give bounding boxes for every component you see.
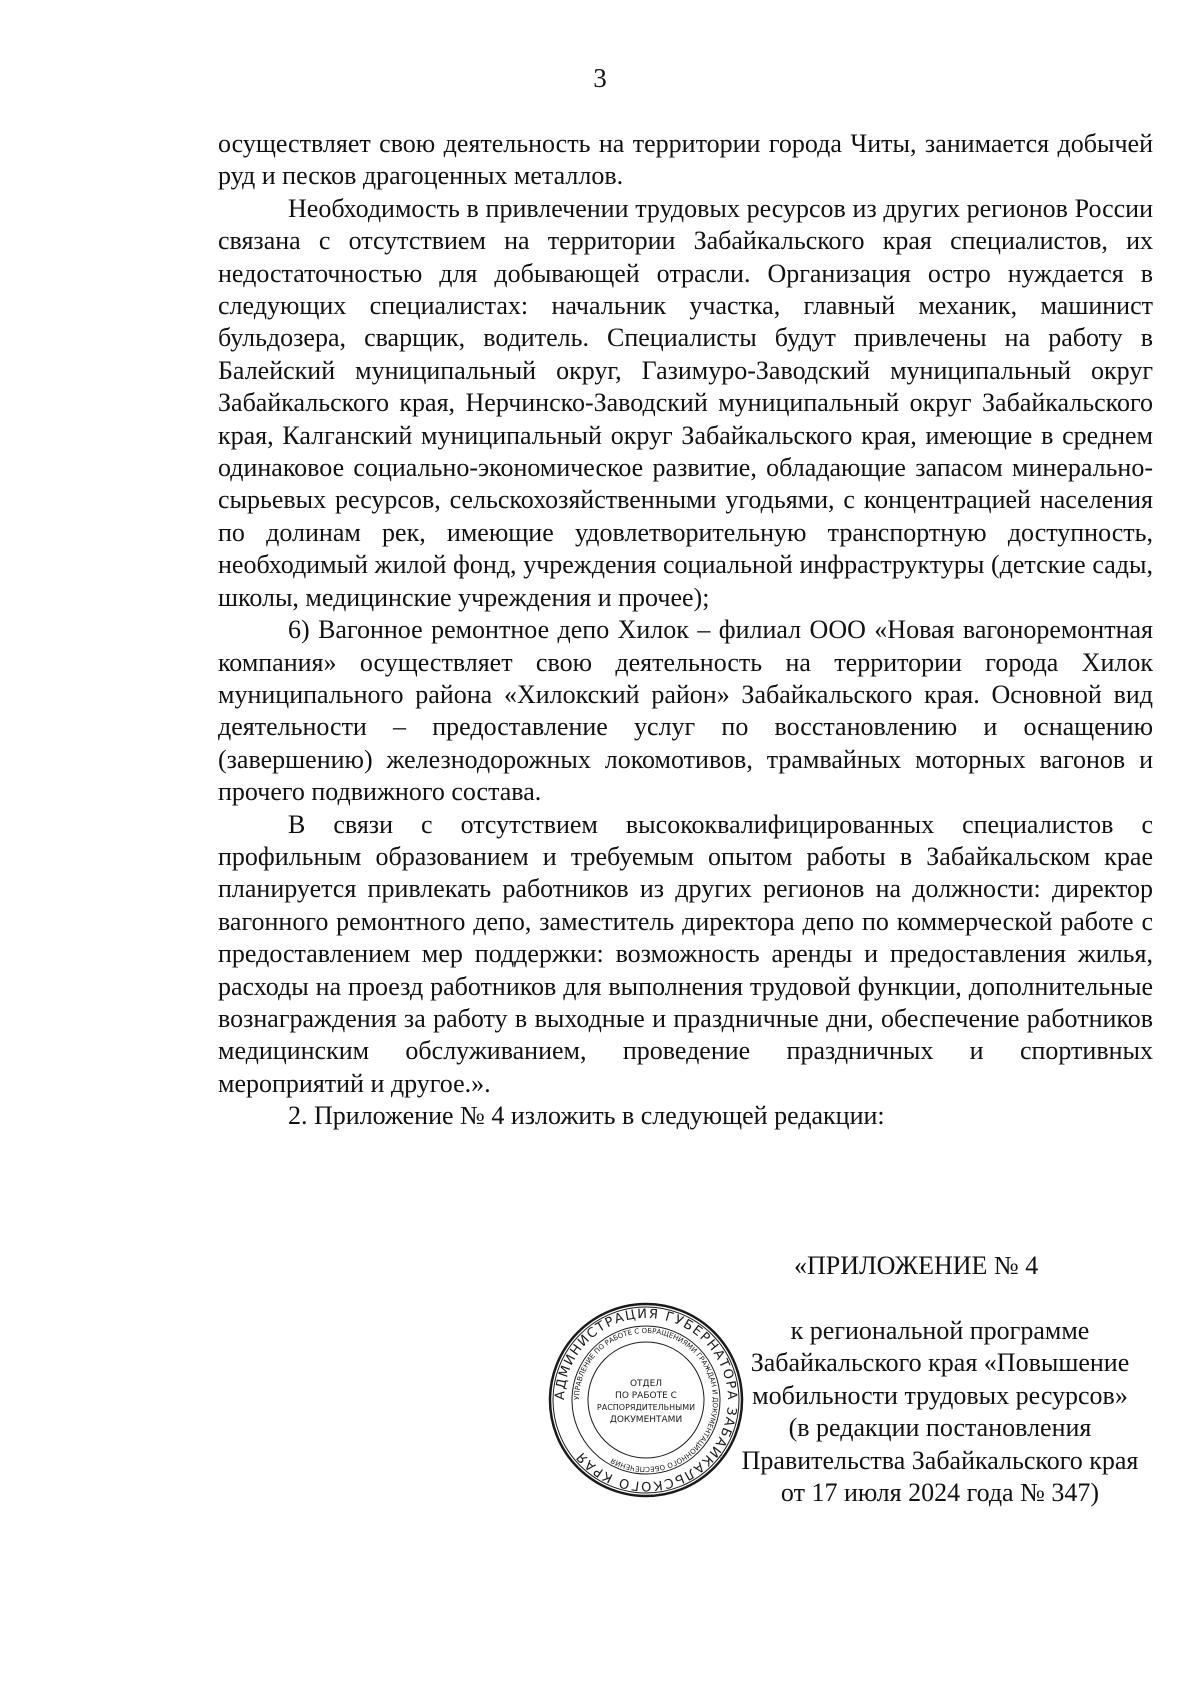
appendix-line: к региональной программе: [790, 1316, 1090, 1345]
seal-center-line: ОТДЕЛ: [629, 1379, 663, 1389]
paragraph: 6) Вагонное ремонтное депо Хилок – филиал ООО «Новая вагоноремонтная компания» осуществляет свою деятельность на территории города Хилок муниципального района «Хилокский район» Забайкальского края. Основной вид деятельности – предоставление услуг по восстановлению и оснащению (завершению) железнодорожных локомотивов, трамвайных моторных вагонов и прочего подвижного состава.: [218, 615, 1153, 807]
seal-graphic: [546, 1300, 746, 1500]
appendix-line: Правительства Забайкальского края: [741, 1445, 1139, 1475]
appendix-line: от 17 июля 2024 года № 347): [780, 1478, 1100, 1508]
appendix-line: Забайкальского края «Повышение: [750, 1348, 1130, 1378]
seal-center-line: РАСПОРЯДИТЕЛЬНЫМИ: [596, 1403, 696, 1412]
document-body: [218, 128, 1153, 1133]
seal-inner-text: УПРАВЛЕНИЕ ПО РАБОТЕ С ОБРАЩЕНИЯМИ ГРАЖДАН И ДОКУМЕНТАЦИОННОГО ОБЕСПЕЧЕНИЯ: [572, 1326, 720, 1474]
page-number: 3: [593, 63, 607, 93]
paragraph: осуществляет свою деятельность на территории города Читы, занимается добычей руд и песков драгоценных металлов.: [218, 129, 1153, 191]
seal-center-line: ДОКУМЕНТАМИ: [609, 1415, 683, 1425]
appendix-line: мобильности трудовых ресурсов»: [752, 1380, 1128, 1410]
paragraph: Необходимость в привлечении трудовых ресурсов из других регионов России связана с отсутствием на территории Забайкальского края специалистов, их недостаточностью для добывающей отрасли. Организация остро нуждается в следующих специалистах: начальник участка, главный механик, машинист бульдозера, сварщик, водитель. Специалисты будут привлечены на работу в Балейский муниципальный округ, Газимуро-Заводский муниципальный округ Забайкальского края, Нерчинско-Заводский муниципальный округ Забайкальского края, Калганский муниципальный округ Забайкальского края, имеющие в среднем одинаковое социально-экономическое развитие, обладающие запасом минерально-сырьевых ресурсов, сельскохозяйственными угодьями, с концентрацией населения по долинам рек, имеющие удовлетворительную транспортную доступность, необходимый жилой фонд, учреждения социальной инфраструктуры (детские сады, школы, медицинские учреждения и прочее);: [218, 193, 1153, 612]
seal-center-line: ПО РАБОТЕ С: [615, 1391, 677, 1401]
paragraph: В связи с отсутствием высококвалифицированных специалистов с профильным образованием и требуемым опытом работы в Забайкальском крае планируется привлекать работников из других регионов на должности: директор вагонного ремонтного депо, заместитель директора депо по коммерческой работе с предоставлением мер поддержки: возможность аренды и предоставления жилья, расходы на проезд работников для выполнения трудовой функции, дополнительные вознаграждения за работу в выходные и праздничные дни, обеспечение работников медицинским обслуживанием, проведение праздничных и спортивных мероприятий и другое.».: [218, 809, 1153, 1098]
appendix-line: (в редакции постановления: [788, 1413, 1092, 1443]
official-seal: [546, 1300, 746, 1500]
seal-outer-text: АДМИНИСТРАЦИЯ ГУБЕРНАТОРА ЗАБАЙКАЛЬСКОГО КРАЯ: [552, 1306, 740, 1494]
appendix-title: «ПРИЛОЖЕНИЕ № 4: [794, 1251, 1039, 1280]
appendix-lines: [740, 1315, 1140, 1509]
paragraph: 2. Приложение № 4 изложить в следующей редакции:: [288, 1101, 885, 1131]
